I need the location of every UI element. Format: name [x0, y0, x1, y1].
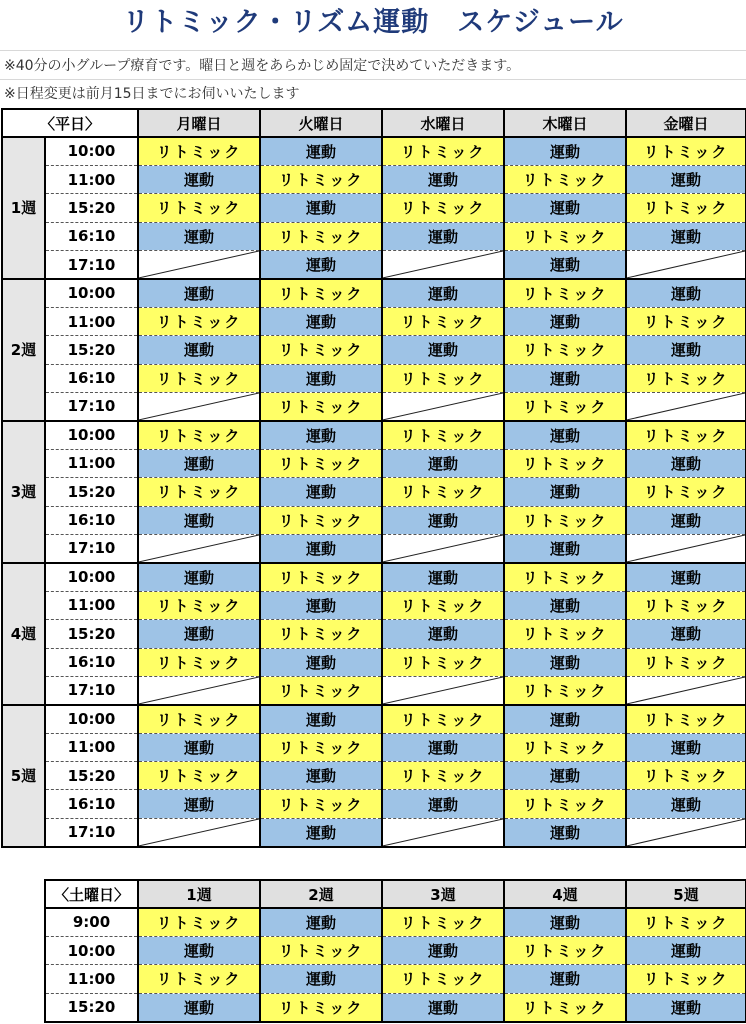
- exercise-session-cell: 運動: [504, 762, 626, 790]
- rhythmic-session-cell: リトミック: [260, 563, 382, 591]
- rhythmic-session-cell: リトミック: [138, 705, 260, 733]
- table-row: [2, 563, 746, 591]
- time-cell: 16:10: [45, 790, 138, 818]
- rhythmic-session-cell: リトミック: [138, 421, 260, 449]
- exercise-session-cell: 運動: [504, 364, 626, 392]
- week-header: 1週: [138, 880, 260, 908]
- exercise-session-cell: 運動: [138, 563, 260, 591]
- rhythmic-session-cell: リトミック: [504, 506, 626, 534]
- table-row: [2, 251, 746, 279]
- time-cell: 11:00: [45, 449, 138, 477]
- exercise-session-cell: 運動: [260, 591, 382, 619]
- exercise-session-cell: 運動: [260, 705, 382, 733]
- table-row: [2, 449, 746, 477]
- exercise-session-cell: 運動: [382, 336, 504, 364]
- exercise-session-cell: 運動: [504, 591, 626, 619]
- page-title: リトミック・リズム運動 スケジュール: [122, 7, 624, 38]
- rhythmic-session-cell: リトミック: [504, 993, 626, 1021]
- weekday-schedule-table: [1, 108, 746, 848]
- rhythmic-session-cell: リトミック: [260, 790, 382, 818]
- note-line-1: ※40分の小グループ療育です。曜日と週をあらかじめ固定で決めていただきます。: [4, 58, 521, 74]
- rhythmic-session-cell: リトミック: [504, 393, 626, 421]
- rhythmic-session-cell: リトミック: [382, 478, 504, 506]
- day-header: 月曜日: [138, 109, 260, 137]
- table-row: [2, 676, 746, 704]
- exercise-session-cell: 運動: [626, 449, 746, 477]
- exercise-session-cell: 運動: [626, 563, 746, 591]
- rhythmic-session-cell: リトミック: [626, 194, 746, 222]
- time-cell: 10:00: [45, 563, 138, 591]
- exercise-session-cell: 運動: [260, 421, 382, 449]
- saturday-header-row: [45, 880, 746, 908]
- table-row: [2, 421, 746, 449]
- exercise-session-cell: 運動: [260, 194, 382, 222]
- rhythmic-session-cell: リトミック: [382, 307, 504, 335]
- rhythmic-session-cell: リトミック: [626, 421, 746, 449]
- exercise-session-cell: 運動: [382, 449, 504, 477]
- time-cell: 16:10: [45, 648, 138, 676]
- note-line-2: ※日程変更は前月15日までにお伺いいたします: [4, 86, 300, 102]
- rhythmic-session-cell: リトミック: [504, 563, 626, 591]
- exercise-session-cell: 運動: [138, 222, 260, 250]
- week-label: 4週: [2, 563, 45, 705]
- rhythmic-session-cell: リトミック: [138, 591, 260, 619]
- time-cell: 11:00: [45, 307, 138, 335]
- time-cell: 11:00: [45, 965, 138, 993]
- empty-slot: [382, 676, 504, 704]
- exercise-session-cell: 運動: [626, 506, 746, 534]
- exercise-session-cell: 運動: [626, 790, 746, 818]
- table-row: [2, 222, 746, 250]
- empty-slot: [138, 534, 260, 562]
- rhythmic-session-cell: リトミック: [382, 762, 504, 790]
- rhythmic-session-cell: リトミック: [382, 421, 504, 449]
- exercise-session-cell: 運動: [504, 908, 626, 936]
- rhythmic-session-cell: リトミック: [260, 506, 382, 534]
- table-row: [2, 279, 746, 307]
- rhythmic-session-cell: リトミック: [504, 620, 626, 648]
- exercise-session-cell: 運動: [504, 534, 626, 562]
- week-label: 2週: [2, 279, 45, 421]
- rhythmic-session-cell: リトミック: [504, 449, 626, 477]
- rhythmic-session-cell: リトミック: [138, 194, 260, 222]
- exercise-session-cell: 運動: [260, 762, 382, 790]
- rhythmic-session-cell: リトミック: [626, 478, 746, 506]
- table-row: [2, 137, 746, 165]
- table-row: [2, 506, 746, 534]
- rhythmic-session-cell: リトミック: [626, 908, 746, 936]
- time-cell: 10:00: [45, 936, 138, 964]
- table-row: [2, 705, 746, 733]
- rhythmic-session-cell: リトミック: [138, 137, 260, 165]
- time-cell: 17:10: [45, 534, 138, 562]
- week-header: 5週: [626, 880, 746, 908]
- day-header: 木曜日: [504, 109, 626, 137]
- rhythmic-session-cell: リトミック: [260, 165, 382, 193]
- rhythmic-session-cell: リトミック: [626, 591, 746, 619]
- rhythmic-session-cell: リトミック: [138, 307, 260, 335]
- rhythmic-session-cell: リトミック: [626, 965, 746, 993]
- rhythmic-session-cell: リトミック: [260, 620, 382, 648]
- time-cell: 16:10: [45, 222, 138, 250]
- rhythmic-session-cell: リトミック: [504, 279, 626, 307]
- exercise-session-cell: 運動: [260, 307, 382, 335]
- exercise-session-cell: 運動: [626, 279, 746, 307]
- table-row: [2, 478, 746, 506]
- week-label: 1週: [2, 137, 45, 279]
- exercise-session-cell: 運動: [504, 307, 626, 335]
- rhythmic-session-cell: リトミック: [626, 705, 746, 733]
- exercise-session-cell: 運動: [504, 478, 626, 506]
- time-cell: 16:10: [45, 506, 138, 534]
- table-row: [2, 733, 746, 761]
- exercise-session-cell: 運動: [260, 908, 382, 936]
- rhythmic-session-cell: リトミック: [382, 194, 504, 222]
- saturday-corner-label: 〈土曜日〉: [45, 880, 138, 908]
- table-row: [45, 993, 746, 1021]
- rhythmic-session-cell: リトミック: [626, 648, 746, 676]
- time-cell: 15:20: [45, 993, 138, 1021]
- exercise-session-cell: 運動: [138, 506, 260, 534]
- rhythmic-session-cell: リトミック: [260, 993, 382, 1021]
- exercise-session-cell: 運動: [260, 251, 382, 279]
- exercise-session-cell: 運動: [626, 993, 746, 1021]
- time-cell: 17:10: [45, 393, 138, 421]
- exercise-session-cell: 運動: [382, 733, 504, 761]
- exercise-session-cell: 運動: [382, 993, 504, 1021]
- empty-slot: [382, 251, 504, 279]
- rhythmic-session-cell: リトミック: [260, 676, 382, 704]
- time-cell: 10:00: [45, 279, 138, 307]
- exercise-session-cell: 運動: [504, 648, 626, 676]
- time-cell: 17:10: [45, 676, 138, 704]
- exercise-session-cell: 運動: [138, 165, 260, 193]
- rhythmic-session-cell: リトミック: [260, 336, 382, 364]
- table-row: [2, 591, 746, 619]
- empty-slot: [626, 251, 746, 279]
- divider: [0, 50, 746, 51]
- week-label: 3週: [2, 421, 45, 563]
- exercise-session-cell: 運動: [504, 421, 626, 449]
- exercise-session-cell: 運動: [138, 733, 260, 761]
- rhythmic-session-cell: リトミック: [626, 307, 746, 335]
- week-header: 2週: [260, 880, 382, 908]
- exercise-session-cell: 運動: [138, 279, 260, 307]
- empty-slot: [382, 534, 504, 562]
- exercise-session-cell: 運動: [382, 790, 504, 818]
- empty-slot: [138, 676, 260, 704]
- exercise-session-cell: 運動: [382, 279, 504, 307]
- exercise-session-cell: 運動: [382, 222, 504, 250]
- empty-slot: [138, 818, 260, 846]
- rhythmic-session-cell: リトミック: [504, 336, 626, 364]
- time-cell: 17:10: [45, 818, 138, 846]
- rhythmic-session-cell: リトミック: [260, 733, 382, 761]
- rhythmic-session-cell: リトミック: [138, 908, 260, 936]
- rhythmic-session-cell: リトミック: [260, 449, 382, 477]
- empty-slot: [626, 534, 746, 562]
- exercise-session-cell: 運動: [626, 222, 746, 250]
- exercise-session-cell: 運動: [260, 137, 382, 165]
- empty-slot: [626, 676, 746, 704]
- exercise-session-cell: 運動: [138, 449, 260, 477]
- exercise-session-cell: 運動: [382, 620, 504, 648]
- rhythmic-session-cell: リトミック: [260, 936, 382, 964]
- rhythmic-session-cell: リトミック: [382, 705, 504, 733]
- rhythmic-session-cell: リトミック: [138, 965, 260, 993]
- rhythmic-session-cell: リトミック: [138, 648, 260, 676]
- rhythmic-session-cell: リトミック: [504, 676, 626, 704]
- exercise-session-cell: 運動: [626, 733, 746, 761]
- exercise-session-cell: 運動: [504, 251, 626, 279]
- weekday-corner-label: 〈平日〉: [2, 109, 138, 137]
- rhythmic-session-cell: リトミック: [382, 648, 504, 676]
- rhythmic-session-cell: リトミック: [138, 364, 260, 392]
- table-row: [2, 534, 746, 562]
- rhythmic-session-cell: リトミック: [382, 908, 504, 936]
- rhythmic-session-cell: リトミック: [504, 165, 626, 193]
- exercise-session-cell: 運動: [138, 993, 260, 1021]
- exercise-session-cell: 運動: [260, 818, 382, 846]
- rhythmic-session-cell: リトミック: [504, 936, 626, 964]
- time-cell: 9:00: [45, 908, 138, 936]
- table-row: [45, 965, 746, 993]
- rhythmic-session-cell: リトミック: [138, 762, 260, 790]
- table-row: [2, 393, 746, 421]
- time-cell: 17:10: [45, 251, 138, 279]
- weekday-header-row: [2, 109, 746, 137]
- rhythmic-session-cell: リトミック: [626, 762, 746, 790]
- table-row: [2, 307, 746, 335]
- rhythmic-session-cell: リトミック: [260, 393, 382, 421]
- time-cell: 10:00: [45, 137, 138, 165]
- exercise-session-cell: 運動: [138, 620, 260, 648]
- table-row: [45, 936, 746, 964]
- rhythmic-session-cell: リトミック: [626, 137, 746, 165]
- exercise-session-cell: 運動: [382, 165, 504, 193]
- table-row: [2, 364, 746, 392]
- time-cell: 10:00: [45, 421, 138, 449]
- exercise-session-cell: 運動: [504, 194, 626, 222]
- exercise-session-cell: 運動: [626, 165, 746, 193]
- saturday-schedule-table: [44, 879, 746, 1023]
- empty-slot: [626, 393, 746, 421]
- table-row: [2, 336, 746, 364]
- exercise-session-cell: 運動: [504, 705, 626, 733]
- table-row: [2, 762, 746, 790]
- rhythmic-session-cell: リトミック: [626, 364, 746, 392]
- exercise-session-cell: 運動: [138, 936, 260, 964]
- time-cell: 15:20: [45, 620, 138, 648]
- time-cell: 15:20: [45, 762, 138, 790]
- table-row: [2, 818, 746, 846]
- empty-slot: [138, 393, 260, 421]
- week-header: 3週: [382, 880, 504, 908]
- rhythmic-session-cell: リトミック: [260, 222, 382, 250]
- table-row: [2, 165, 746, 193]
- exercise-session-cell: 運動: [504, 137, 626, 165]
- exercise-session-cell: 運動: [260, 648, 382, 676]
- table-row: [45, 908, 746, 936]
- week-label: 5週: [2, 705, 45, 847]
- rhythmic-session-cell: リトミック: [382, 591, 504, 619]
- exercise-session-cell: 運動: [504, 818, 626, 846]
- exercise-session-cell: 運動: [382, 506, 504, 534]
- exercise-session-cell: 運動: [504, 965, 626, 993]
- rhythmic-session-cell: リトミック: [504, 222, 626, 250]
- empty-slot: [626, 818, 746, 846]
- exercise-session-cell: 運動: [626, 336, 746, 364]
- table-row: [2, 790, 746, 818]
- exercise-session-cell: 運動: [260, 534, 382, 562]
- rhythmic-session-cell: リトミック: [382, 364, 504, 392]
- time-cell: 15:20: [45, 478, 138, 506]
- exercise-session-cell: 運動: [382, 563, 504, 591]
- time-cell: 11:00: [45, 165, 138, 193]
- rhythmic-session-cell: リトミック: [504, 733, 626, 761]
- exercise-session-cell: 運動: [260, 478, 382, 506]
- exercise-session-cell: 運動: [138, 336, 260, 364]
- table-row: [2, 194, 746, 222]
- day-header: 金曜日: [626, 109, 746, 137]
- exercise-session-cell: 運動: [260, 364, 382, 392]
- table-row: [2, 648, 746, 676]
- time-cell: 15:20: [45, 336, 138, 364]
- table-row: [2, 620, 746, 648]
- exercise-session-cell: 運動: [260, 965, 382, 993]
- rhythmic-session-cell: リトミック: [382, 137, 504, 165]
- rhythmic-session-cell: リトミック: [382, 965, 504, 993]
- exercise-session-cell: 運動: [626, 620, 746, 648]
- time-cell: 16:10: [45, 364, 138, 392]
- time-cell: 11:00: [45, 733, 138, 761]
- time-cell: 15:20: [45, 194, 138, 222]
- rhythmic-session-cell: リトミック: [138, 478, 260, 506]
- empty-slot: [138, 251, 260, 279]
- rhythmic-session-cell: リトミック: [260, 279, 382, 307]
- rhythmic-session-cell: リトミック: [504, 790, 626, 818]
- exercise-session-cell: 運動: [382, 936, 504, 964]
- time-cell: 11:00: [45, 591, 138, 619]
- empty-slot: [382, 818, 504, 846]
- empty-slot: [382, 393, 504, 421]
- day-header: 火曜日: [260, 109, 382, 137]
- exercise-session-cell: 運動: [626, 936, 746, 964]
- divider: [0, 79, 746, 80]
- exercise-session-cell: 運動: [138, 790, 260, 818]
- day-header: 水曜日: [382, 109, 504, 137]
- time-cell: 10:00: [45, 705, 138, 733]
- week-header: 4週: [504, 880, 626, 908]
